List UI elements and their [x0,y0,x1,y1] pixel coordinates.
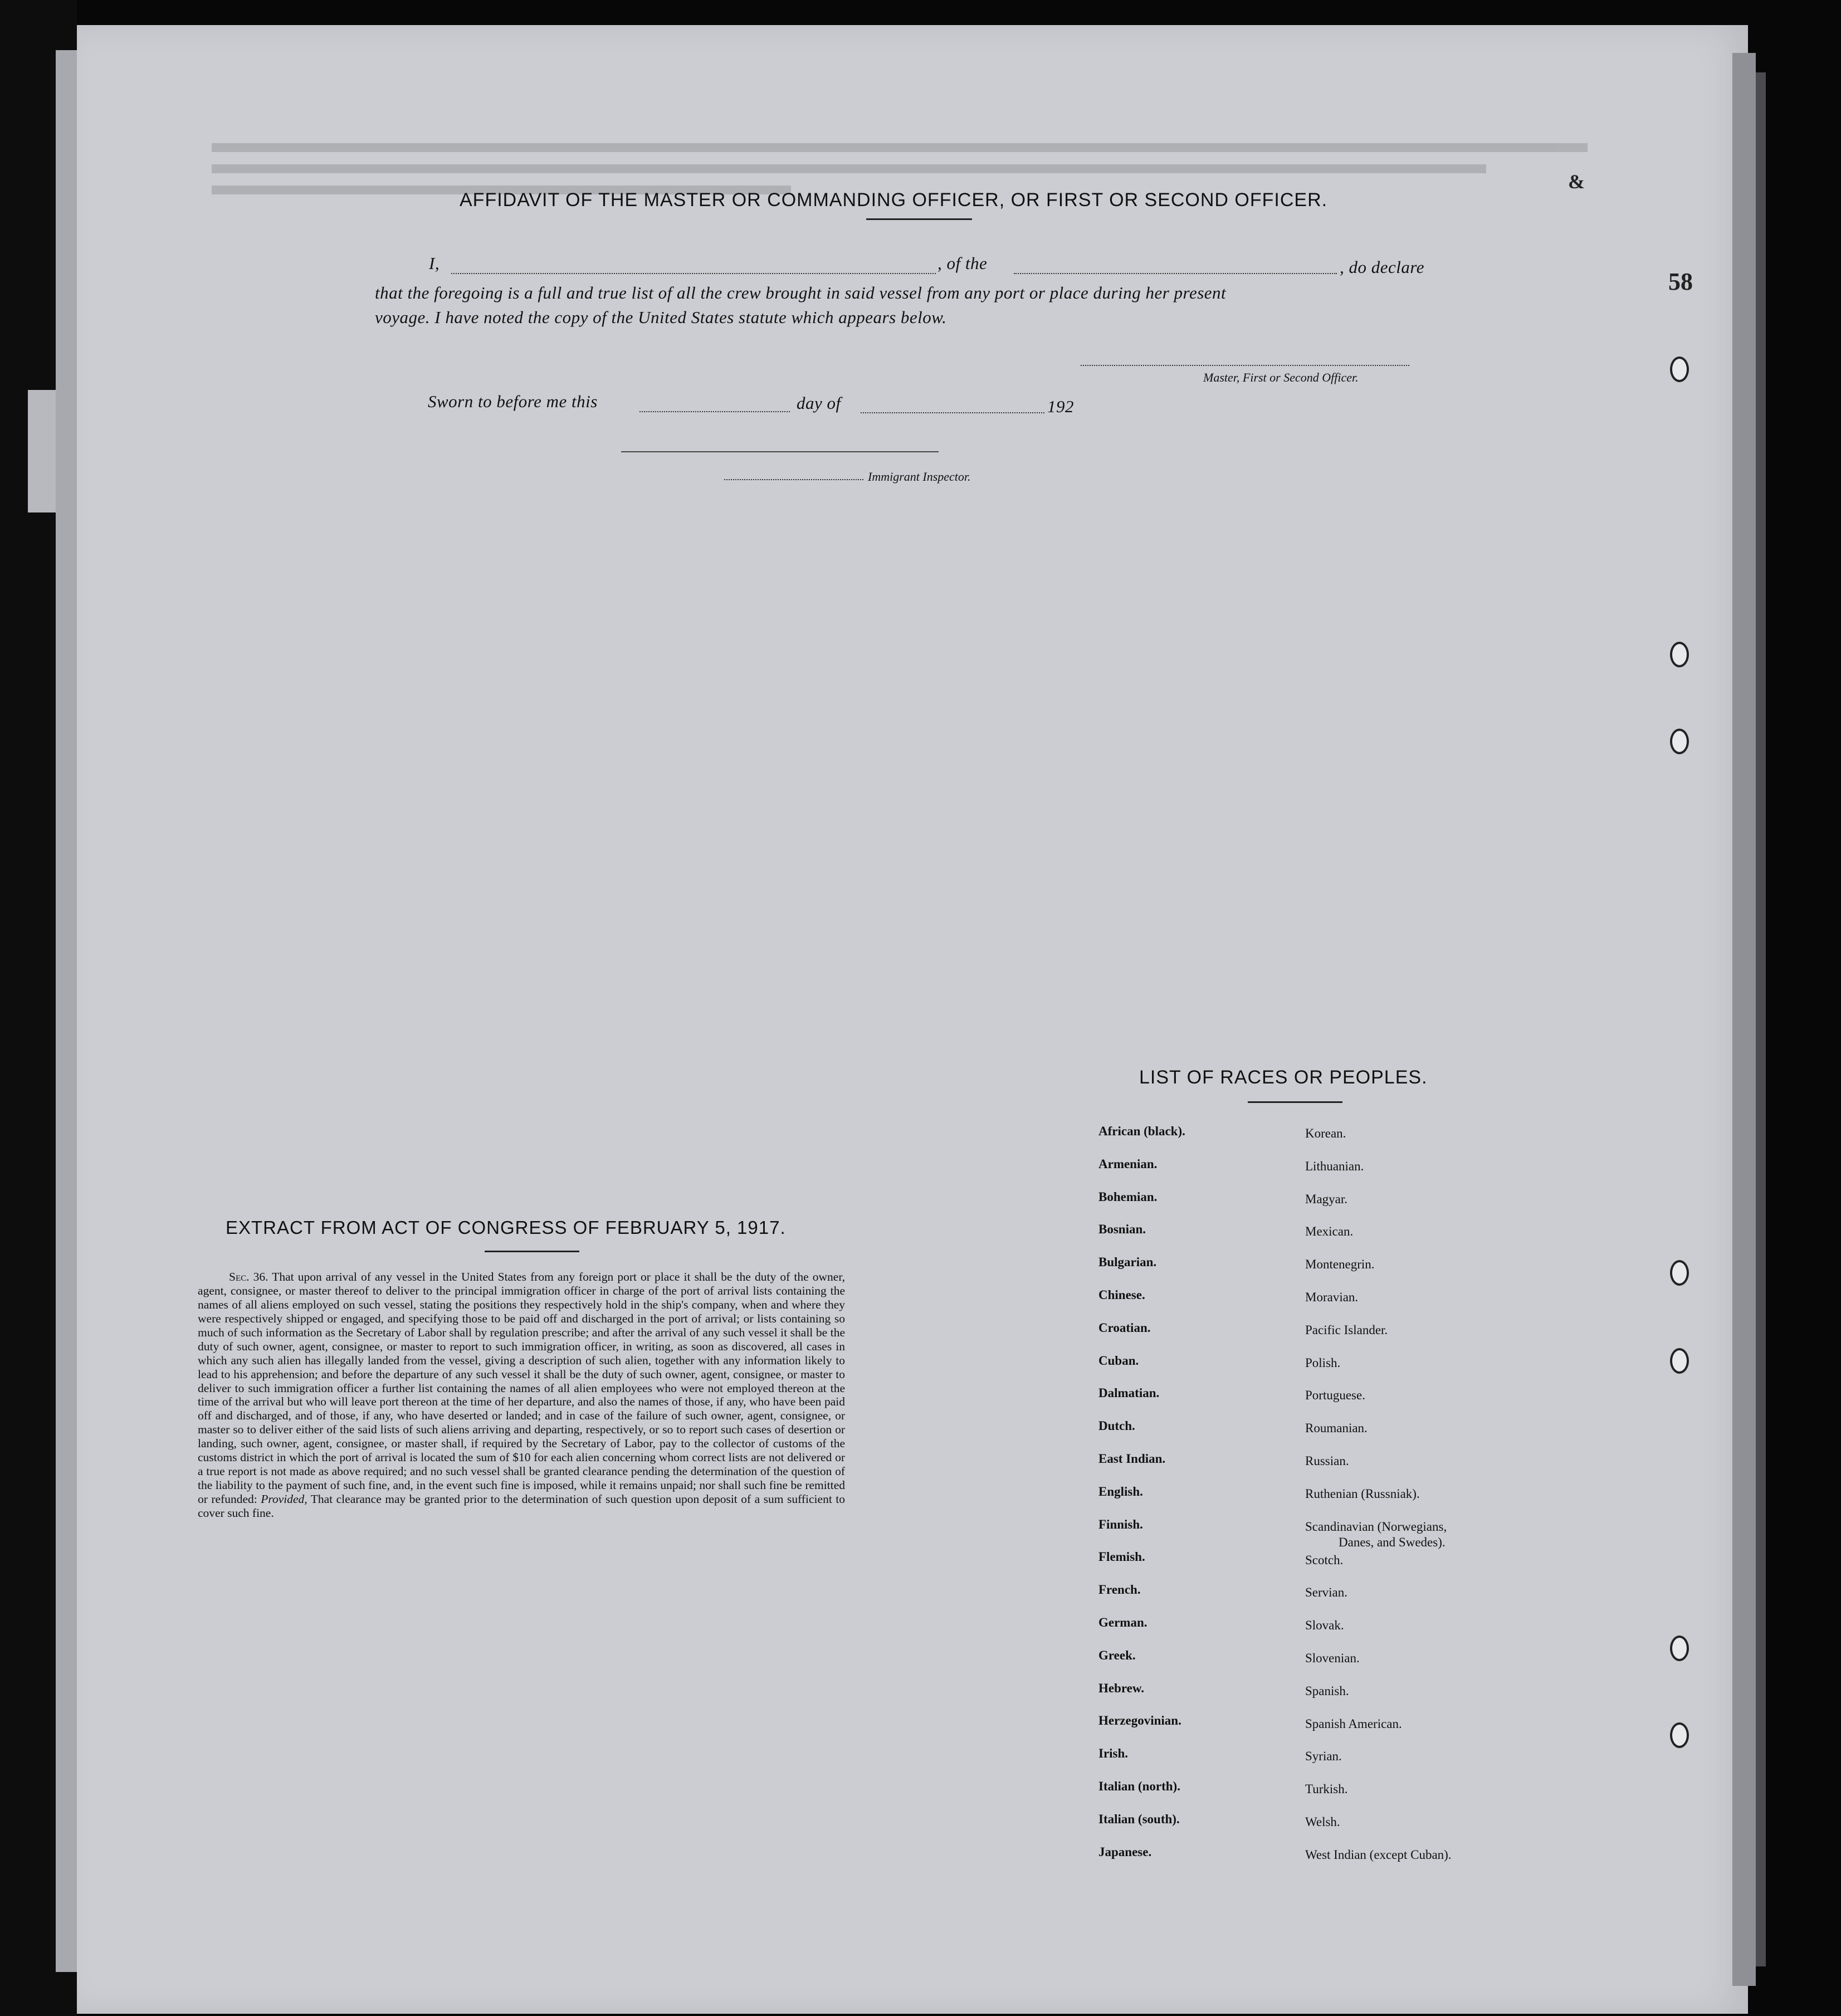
extract-body-part2: That clearance may be granted prior to the determination of such question upon deposit of a sum sufficient to cover such fine. [198,1492,845,1520]
extract-title-rule [485,1251,579,1252]
affidavit-line-3: voyage. I have noted the copy of the United States statute which appears below. [375,307,947,327]
corner-handwritten-mark: & [1568,170,1585,193]
race-item: Magyar. [1305,1192,1348,1206]
affidavit-title-rule [866,218,972,220]
race-item: Turkish. [1305,1782,1348,1797]
race-item: Irish. [1098,1746,1129,1761]
race-item: Korean. [1305,1126,1346,1140]
race-item: Moravian. [1305,1290,1359,1304]
race-item: Bulgarian. [1098,1255,1157,1270]
race-item: Polish. [1305,1355,1341,1370]
page-right-edge [1732,53,1756,1986]
race-item: Pacific Islander. [1305,1322,1388,1337]
race-item: Welsh. [1305,1815,1340,1829]
race-item: Spanish. [1305,1683,1349,1698]
race-item: Cuban. [1098,1353,1139,1368]
race-item: Dalmatian. [1098,1386,1160,1400]
bleed-through-text [212,131,1660,226]
race-item: Ruthenian (Russniak). [1305,1486,1420,1501]
race-item: African (black). [1098,1124,1185,1138]
punch-hole [1670,1636,1689,1661]
inspector-caption: Immigrant Inspector. [868,470,971,484]
races-title-rule [1248,1101,1342,1103]
race-item: Chinese. [1098,1288,1145,1302]
punch-hole [1670,729,1689,754]
race-item: Slovak. [1305,1618,1344,1633]
punch-hole [1670,642,1689,667]
master-name-blank[interactable] [451,273,936,274]
race-item: English. [1098,1484,1143,1498]
affidavit-declare-label: , do declare [1340,257,1425,277]
race-item: Armenian. [1098,1156,1158,1171]
underlying-page-edge [56,50,78,1972]
race-item: Syrian. [1305,1749,1342,1764]
master-signature-blank[interactable] [1081,365,1409,366]
extract-title: EXTRACT FROM ACT OF CONGRESS OF FEBRUARY 5, 1917. [226,1217,786,1238]
race-item: Scotch. [1305,1553,1344,1567]
affidavit-title: AFFIDAVIT OF THE MASTER OR COMMANDING OFFICER, OR FIRST OR SECOND OFFICER. [460,189,1328,211]
extract-provided: Provided, [261,1492,307,1506]
sworn-month-blank[interactable] [861,412,1044,413]
sworn-day-blank[interactable] [639,411,790,412]
race-item: Scandinavian (Norwegians, [1305,1519,1447,1534]
race-item: Bohemian. [1098,1189,1158,1204]
races-title: LIST OF RACES OR PEOPLES. [1139,1067,1428,1088]
inspector-signature-blank[interactable] [724,479,863,480]
punch-hole [1670,1260,1689,1286]
race-item: Lithuanian. [1305,1159,1364,1173]
race-item: German. [1098,1615,1147,1629]
sworn-day-of-label: day of [797,393,841,413]
race-item: French. [1098,1583,1141,1597]
master-signature-caption: Master, First or Second Officer. [1203,370,1359,384]
punch-hole [1670,357,1689,382]
inspector-signature-line [621,451,939,452]
race-item: Herzegovinian. [1098,1714,1181,1728]
affidavit-of-the-label: , of the [937,253,988,273]
extract-body-part1: That upon arrival of any vessel in the United States from any foreign port or place it shall be the duty of the owner, agent, consignee, or master thereof to deliver to the principal immigration officer in charge of the port of arrival lists containing the names of all aliens employed on such vessel, stating the positions they respectively hold in the ship's company, when and where they were respectively shipped or engaged, and specifying those to be paid off and discharged in the port of arrival; or lists containing so much of such information as the Secretary of Labor shall by regulation prescribe; and after the arrival of any such vessel it shall be the duty of such owner, agent, consignee, or master to report to such immigration officer, in writing, as soon as discovered, all cases in which any such alien has illegally landed from the vessel, giving a description of such alien, together with any information likely to lead to his apprehension; and before the departure of any such vessel it shall be the duty of such owner, agent, consignee, or master to deliver to such immigration officer a further list containing the names of all alien employees who were not employed thereon at the time of the arrival but who will leave port thereon at the time of her departure, and also the names of those, if any, who have been paid off and discharged, and of those, if any, who have deserted or landed; and in case of the failure of such owner, agent, consignee, or master so to deliver either of the said lists of such aliens arriving and departing, respectively, or so to report such cases of desertion or landing, such owner, agent, consignee, or master shall, if required by the Secretary of Labor, pay to the collector of customs of the customs district in which the port of arrival is located the sum of $10 for each alien concerning whom correct lists are not delivered or a true report is not made as above required; and no such vessel shall be granted clearance pending the determination of the question of the liability to the payment of such fine, and, in the event such fine is imposed, while it remains unpaid; nor shall such fine be remitted or refunded: [198,1270,845,1506]
race-item: East Indian. [1098,1452,1166,1466]
race-item: Italian (south). [1098,1812,1180,1826]
race-item: Japanese. [1098,1844,1152,1859]
race-item: Servian. [1305,1585,1348,1600]
sworn-year-label: 192 [1047,397,1074,416]
race-item: Greek. [1098,1648,1136,1662]
punch-hole [1670,1348,1689,1374]
race-item: Montenegrin. [1305,1257,1375,1272]
race-item: Russian. [1305,1454,1349,1468]
race-item: Portuguese. [1305,1388,1365,1403]
race-item: Mexican. [1305,1224,1354,1239]
affidavit-i-label: I, [429,253,440,273]
extract-sec-label: Sec. 36. [229,1270,268,1283]
race-item: Finnish. [1098,1517,1143,1531]
page-number-stamp: 58 [1668,268,1693,295]
affidavit-line-2: that the foregoing is a full and true list of all the crew brought in said vessel from any port or place during her present [375,283,1227,302]
race-item: Dutch. [1098,1419,1135,1433]
race-item: Italian (north). [1098,1779,1180,1793]
sworn-prefix: Sworn to before me this [428,392,598,411]
extract-section-36 [198,1270,845,1520]
race-item: Spanish American. [1305,1716,1402,1731]
race-item: Roumanian. [1305,1421,1368,1436]
race-item: West Indian (except Cuban). [1305,1847,1452,1862]
race-item: Slovenian. [1305,1651,1360,1665]
race-item: Croatian. [1098,1320,1151,1335]
race-item: Bosnian. [1098,1222,1146,1237]
race-item: Flemish. [1098,1550,1145,1564]
vessel-name-blank[interactable] [1014,273,1337,274]
page-right-edge-shadow [1756,72,1766,1966]
punch-hole [1670,1722,1689,1748]
race-item: Hebrew. [1098,1681,1144,1695]
race-item: Danes, and Swedes). [1339,1535,1446,1549]
